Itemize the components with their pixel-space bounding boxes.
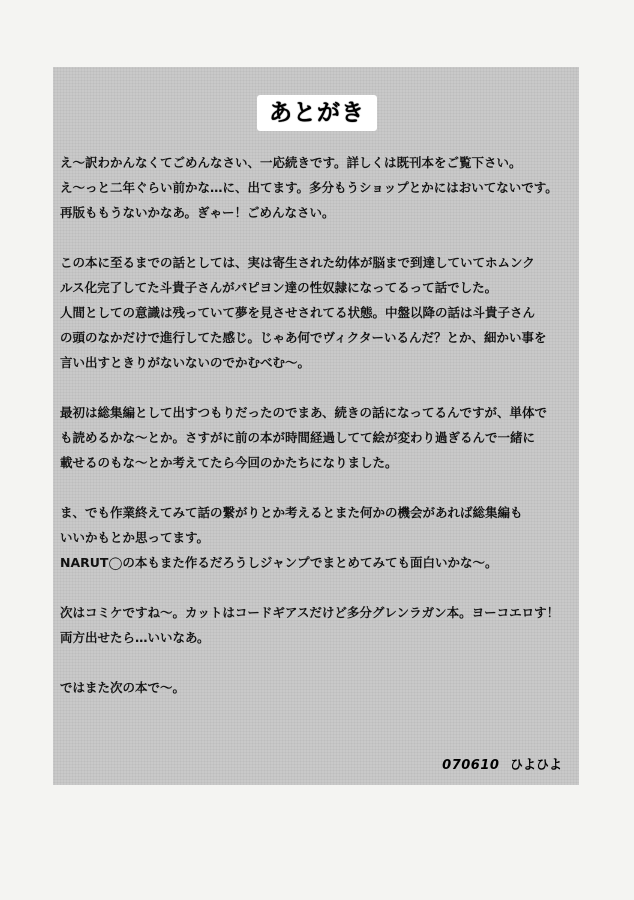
text-line: ではまた次の本で～。 (60, 680, 186, 695)
signature (442, 754, 562, 773)
text-line: え～訳わかんなくてごめんなさい、一応続きです。詳しくは既刊本をご覧下さい。 (60, 155, 522, 170)
text-line: 人間としての意識は残っていて夢を見させされてる状態。中盤以降の話は斗貴子さん (60, 305, 536, 320)
signature-name: ひよひよ (509, 758, 562, 773)
text-line: 言い出すときりがないないのでかむべむ～。 (60, 355, 311, 370)
text-line: 載せるのもな～とか考えてたら今回のかたちになりました。 (60, 455, 398, 470)
afterword-body (60, 150, 575, 725)
text-line: 次はコミケですね～。カットはコードギアスだけど多分グレンラガン本。ヨーコエロす！ (60, 605, 560, 620)
paragraph (60, 400, 575, 475)
paragraph (60, 250, 575, 375)
signature-date: 070610 (442, 758, 500, 773)
afterword-title: あとがき (257, 95, 377, 131)
text-line: 再版ももうないかなあ。ぎゃー！ごめんなさい。 (60, 205, 335, 220)
paragraph (60, 500, 575, 575)
text-line: の頭のなかだけで進行してた感じ。じゃあ何でヴィクターいるんだ？とか、細かい事を (60, 330, 547, 345)
text-line: この本に至るまでの話としては、実は寄生された幼体が脳まで到達していてホムンク (60, 255, 535, 270)
text-line: も読めるかな～とか。さすがに前の本が時間経過してて絵が変わり過ぎるんで一緒に (60, 430, 536, 445)
text-line: いいかもとか思ってます。 (60, 530, 210, 545)
paragraph (60, 150, 575, 225)
paragraph (60, 600, 575, 650)
text-line: え～っと二年ぐらい前かな…に、出てます。多分もうショップとかにはおいてないです。 (60, 180, 558, 195)
text-line: NARUT◯の本もまた作るだろうしジャンプでまとめてみても面白いかな～。 (60, 555, 498, 570)
text-line: 両方出せたら…いいなあ。 (60, 630, 210, 645)
text-line: 最初は総集編として出すつもりだったのでまあ、続きの話になってるんですが、単体で (60, 405, 548, 420)
text-line: ルス化完了してた斗貴子さんがパピヨン達の性奴隷になってるって話でした。 (60, 280, 498, 295)
paragraph (60, 675, 575, 700)
text-line: ま、でも作業終えてみて話の繋がりとか考えるとまた何かの機会があれば総集編も (60, 505, 523, 520)
